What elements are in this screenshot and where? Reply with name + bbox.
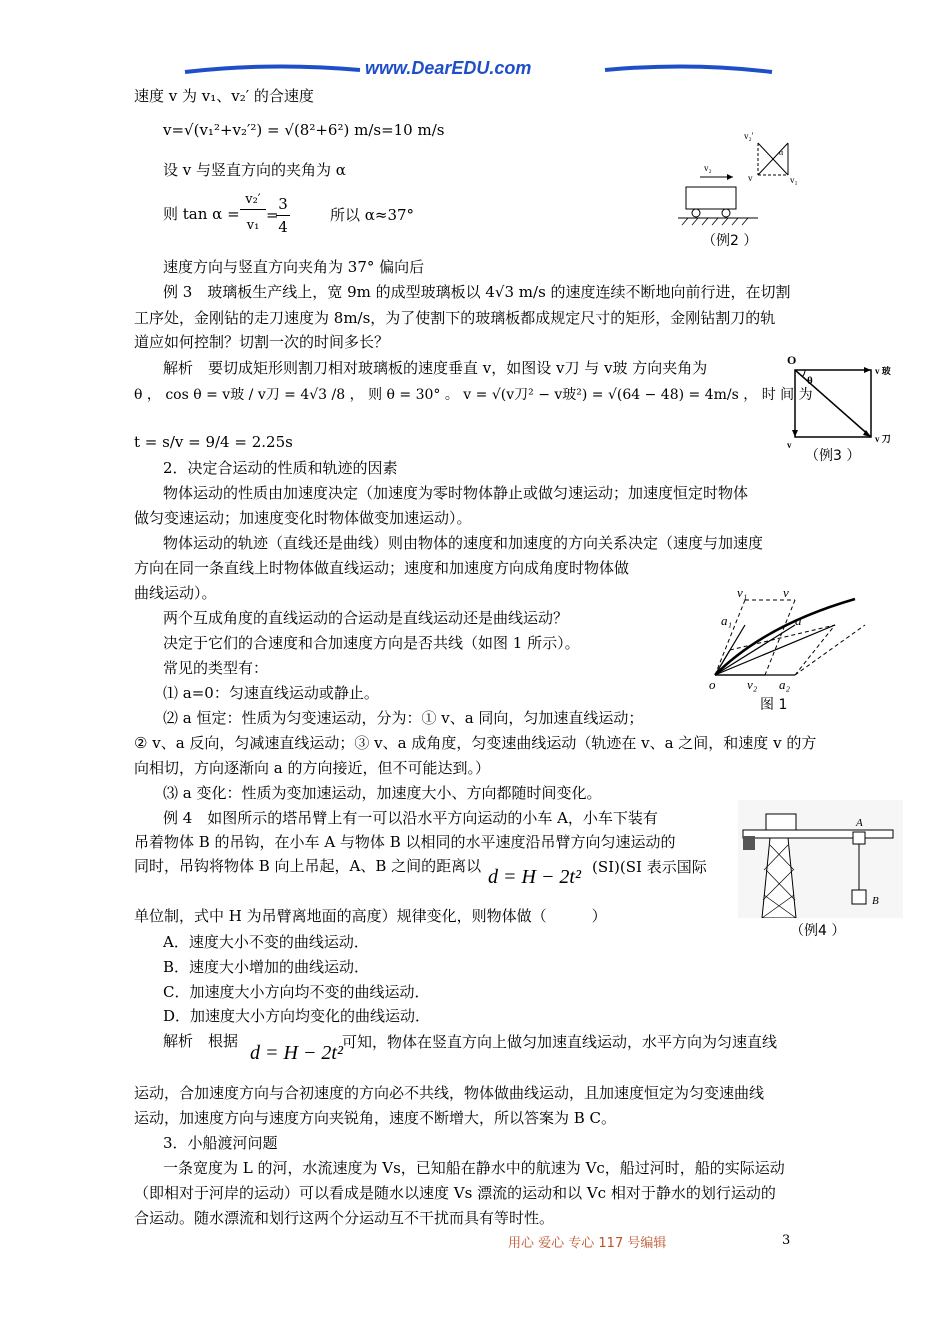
fig3-label-vknife: v 刀	[875, 434, 891, 444]
fig1-label-a: a	[795, 613, 802, 628]
ex2-conclusion: 速度方向与竖直方向夹角为 37° 偏向后	[163, 258, 425, 276]
sec2-type2a: ⑵ a 恒定：性质为匀变速运动，分为：① v、a 同向，匀加速直线运动；	[163, 709, 644, 727]
sec2-types: 常见的类型有：	[163, 659, 269, 677]
fig2-label-v: v	[748, 173, 753, 183]
fig3-label-v: v	[787, 440, 792, 450]
sec2-type2c: 向相切，方向逐渐向 a 的方向接近，但不可能达到。）	[134, 759, 490, 777]
fig3-label-theta: θ	[807, 375, 813, 387]
ex3-caption: （例3 ）	[805, 448, 861, 464]
sec3-p3: 合运动。随水漂流和划行这两个分运动互不干扰而具有等时性。	[134, 1209, 555, 1227]
sec2-answer: 决定于它们的合速度和合加速度方向是否共线（如图 1 所示）。	[163, 634, 580, 652]
fig2-label-v1: v₁	[790, 175, 798, 185]
ex2-angle-def: 设 v 与竖直方向的夹角为 α	[163, 161, 346, 179]
ex4-sol-b: 可知，物体在竖直方向上做匀加速直线运动，水平方向为匀速直线	[342, 1033, 778, 1051]
sec2-p2c: 曲线运动）。	[134, 584, 217, 602]
ex2-tan-prefix: 则 tan α =	[163, 205, 240, 223]
ex3-figure	[785, 350, 915, 450]
ex4-l3: 同时，吊钩将物体 B 向上吊起，A、B 之间的距离以	[134, 857, 482, 875]
site-name: www.DearEDU.com	[365, 58, 532, 78]
ex4-l3b: (SI)(SI 表示国际	[592, 858, 707, 876]
fig2-label-v2: v₂	[704, 163, 712, 173]
fig3-label-vglass: v 玻	[875, 366, 891, 376]
sec3-p2: （即相对于河岸的运动）可以看成是随水以速度 Vs 漂流的运动和以 Vc 相对于静水的划行运动的	[134, 1184, 776, 1202]
ex4-sol3: 运动，加速度方向与速度方向夹锐角，速度不断增大，所以答案为 B C。	[134, 1109, 617, 1127]
ex2-tan-eq: =	[266, 206, 279, 224]
ex2-caption: （例2 ）	[702, 233, 758, 249]
page-number: 3	[782, 1233, 791, 1248]
ex3-line3: 道应如何控制？切割一次的时间多长？	[134, 333, 390, 351]
ex3-line2: 工序处，金刚钻的走刀速度为 8m/s，为了使割下的玻璃板都成规定尺寸的矩形，金刚钻割刀的轨	[134, 309, 776, 327]
ex3-sol1: 解析 要切成矩形则割刀相对玻璃板的速度垂直 v，如图设 v刀 与 v玻 方向夹角为	[163, 359, 708, 377]
fig1-label-a2: a₂	[779, 677, 791, 692]
fig1-caption: 图 1	[760, 697, 788, 713]
sec2-type3: ⑶ a 变化：性质为变加速运动，加速度大小、方向都随时间变化。	[163, 784, 602, 802]
ex4-optB: B．速度大小增加的曲线运动．	[163, 958, 370, 976]
fig1-label-v: v	[783, 585, 789, 600]
fig1-label-o: o	[709, 677, 716, 692]
sec2-type2b: ② v、a 反向，匀减速直线运动；③ v、a 成角度，匀变速曲线运动（轨迹在 v、a 之间，和速度 v 的方	[134, 734, 817, 752]
sec2-p2b: 方向在同一条直线上时物体做直线运动；速度和加速度方向成角度时物体做	[134, 559, 630, 577]
ex4-optC: C．加速度大小方向均不变的曲线运动．	[163, 983, 430, 1001]
ex2-tan-num: v₂′	[245, 192, 261, 207]
fig2-label-alpha: α	[779, 148, 784, 157]
ex4-l4: 单位制，式中 H 为吊臂离地面的高度）规律变化，则物体做（ ）	[134, 907, 607, 925]
ex4-l1: 例 4 如图所示的塔吊臂上有一可以沿水平方向运动的小车 A，小车下装有	[163, 809, 658, 827]
ex2-therefore: 所以 α≈37°	[330, 206, 415, 224]
ex4-figure	[738, 800, 903, 918]
ex2-tan-den: v₁	[246, 218, 260, 233]
sec2-question: 两个互成角度的直线运动的合运动是直线运动还是曲线运动？	[163, 609, 569, 627]
sec2-p1b: 做匀变速运动；加速度变化时物体做变加速运动）。	[134, 509, 472, 527]
sec2-type1: ⑴ a=0：匀速直线运动或静止。	[163, 684, 379, 702]
ex4-sol-a: 解析 根据	[163, 1032, 239, 1050]
fig1	[705, 585, 875, 700]
ex4-optA: A．速度大小不变的曲线运动．	[163, 933, 369, 951]
fig4-label-a: A	[856, 817, 863, 829]
fig2-label-v2p: v₂′	[744, 131, 754, 141]
trolley-a	[853, 832, 865, 844]
ex4-eq: d = H − 2t²	[488, 866, 581, 888]
crane-arm	[743, 830, 893, 838]
ex4-l2: 吊着物体 B 的吊钩，在小车 A 与物体 B 以相同的水平速度沿吊臂方向匀速运动的	[134, 833, 676, 851]
footer-editor: 用心 爱心 专心 117 号编辑	[508, 1236, 667, 1251]
ex2-intro: 速度 v 为 v₁、v₂′ 的合速度	[134, 87, 314, 105]
ex2-frac-num: 3	[278, 195, 288, 213]
fig3-label-o: O	[787, 353, 797, 367]
sec2-p1a: 物体运动的性质由加速度决定（加速度为零时物体静止或做匀速运动；加速度恒定时物体	[163, 484, 749, 502]
load-b	[852, 890, 866, 904]
sec3-title: 3．小船渡河问题	[163, 1134, 278, 1152]
ex4-caption: （例4 ）	[790, 923, 846, 939]
ex2-formula: v=√(v₁²+v₂′²) = √(8²+6²) m/s=10 m/s	[163, 121, 445, 139]
sec2-title: 2．决定合运动的性质和轨迹的因素	[163, 459, 398, 477]
ex4-optD: D．加速度大小方向均变化的曲线运动．	[163, 1007, 431, 1025]
fig2-cart	[686, 187, 736, 209]
fig1-label-v2: v₂	[747, 677, 758, 692]
fig4-label-b: B	[872, 895, 879, 907]
ex4-sol2: 运动，合加速度方向与合初速度的方向必不共线，物体做曲线运动，且加速度恒定为匀变速曲线	[134, 1084, 765, 1102]
fig1-label-v1: v₁	[737, 585, 748, 600]
ex3-sol2: θ ， cos θ = v玻 / v刀 = 4√3 /8 ， 则 θ = 30° 。 v = √(v刀² − v玻²) = √(64 − 48) = 4m/s ， 时 间 为	[134, 387, 813, 403]
ex2-frac-den: 4	[278, 218, 288, 236]
ex3-sol3: t = s/v = 9/4 = 2.25s	[134, 433, 293, 451]
ex2-figure	[678, 125, 818, 240]
fig1-label-a1: a₁	[721, 613, 733, 628]
ex3-line1: 例 3 玻璃板生产线上，宽 9m 的成型玻璃板以 4√3 m/s 的速度连续不断地向前行进，在切割	[163, 283, 791, 301]
ex4-sol-eq: d = H − 2t²	[250, 1042, 343, 1064]
sec2-p2a: 物体运动的轨迹（直线还是曲线）则由物体的速度和加速度的方向关系决定（速度与加速度	[163, 534, 764, 552]
sec3-p1: 一条宽度为 L 的河，水流速度为 Vs，已知船在静水中的航速为 Vc，船过河时，船的实际运动	[163, 1159, 785, 1177]
